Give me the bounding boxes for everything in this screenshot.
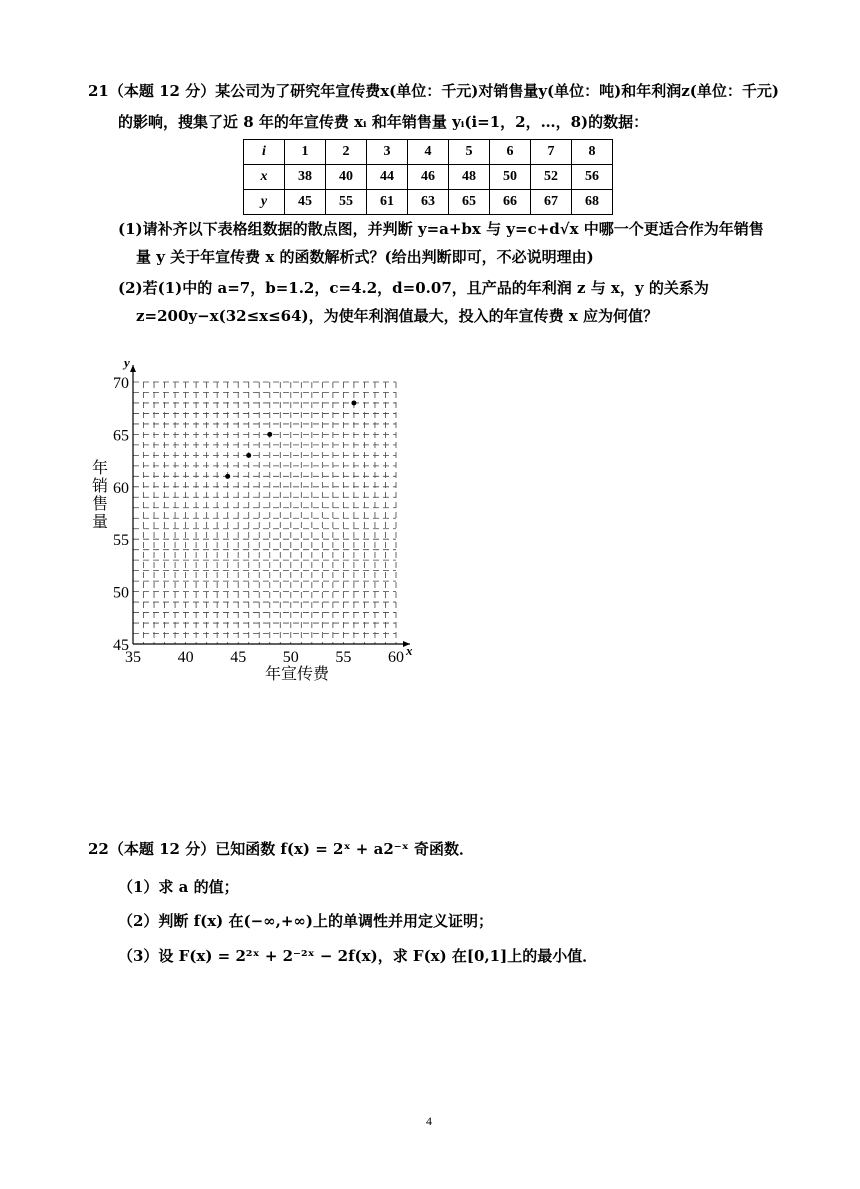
x-tick-label: 35 — [125, 649, 141, 666]
q21-part2-line1: (2)若(1)中的 a=7，b=1.2，c=4.2，d=0.07，且产品的年利润 z 与 x，y 的关系为 — [118, 279, 709, 297]
y-axis-arrow — [130, 365, 136, 372]
table-cell: 56 — [572, 165, 613, 190]
table-cell: 66 — [490, 190, 531, 215]
table-cell: 65 — [449, 190, 490, 215]
y-tick-label: 60 — [113, 479, 129, 497]
data-table — [243, 139, 613, 215]
table-cell: 2 — [326, 140, 367, 165]
table-row-header: x — [244, 165, 285, 190]
chart-grid — [133, 382, 396, 644]
y-tick-label: 50 — [113, 584, 129, 602]
table-cell: 3 — [367, 140, 408, 165]
y-tick-label: 70 — [113, 375, 129, 392]
table-cell: 67 — [531, 190, 572, 215]
scatter-chart — [88, 355, 428, 695]
table-cell: 55 — [326, 190, 367, 215]
y-tick-label: 65 — [113, 427, 129, 445]
x-tick-label: 55 — [335, 649, 352, 666]
q21-part2-line2: z=200y−x(32≤x≤64)，为使年利润值最大，投入的年宣传费 x 应为何值？ — [136, 307, 659, 325]
chart-ticks — [113, 375, 404, 666]
table-row-header: y — [244, 190, 285, 215]
table-cell: 48 — [449, 165, 490, 190]
table-cell: 40 — [326, 165, 367, 190]
table-row — [244, 140, 613, 165]
table-cell: 44 — [367, 165, 408, 190]
q21-part1-line1: (1)请补齐以下表格组数据的散点图，并判断 y=a+bx 与 y=c+d√x 中哪一个更适合作为年销售 — [118, 220, 764, 238]
table-cell: 4 — [408, 140, 449, 165]
data-point — [267, 432, 272, 437]
table-row-header: i — [244, 140, 285, 165]
q21-intro-line: 的影响，搜集了近 8 年的年宣传费 xᵢ 和年销售量 yᵢ(i=1，2，…，8)的数据： — [118, 113, 649, 131]
table-cell: 6 — [490, 140, 531, 165]
data-point — [246, 453, 251, 458]
table-cell: 8 — [572, 140, 613, 165]
y-axis-label — [92, 458, 108, 531]
table-cell: 52 — [531, 165, 572, 190]
q22-header-line: 22（本题 12 分）已知函数 f(x) = 2ˣ + a2⁻ˣ 奇函数． — [88, 840, 475, 858]
table-cell: 5 — [449, 140, 490, 165]
table-cell: 38 — [285, 165, 326, 190]
q21-header-line: 21（本题 12 分）某公司为了研究年宣传费x(单位：千元)对销售量y(单位：吨)和年利润z(单位：千元) — [88, 82, 779, 100]
y-tick-label: 45 — [113, 637, 129, 654]
data-point — [225, 474, 230, 479]
table-cell: 7 — [531, 140, 572, 165]
y-tick-label: 55 — [113, 532, 129, 550]
table-cell: 46 — [408, 165, 449, 190]
x-tick-label: 60 — [388, 649, 404, 666]
table-cell: 50 — [490, 165, 531, 190]
x-axis-letter: x — [406, 643, 413, 658]
q22-part2: （2）判断 f(x) 在(−∞,+∞)上的单调性并用定义证明； — [118, 912, 494, 930]
x-tick-label: 50 — [282, 649, 299, 666]
table-cell: 1 — [285, 140, 326, 165]
data-point — [351, 400, 356, 405]
x-tick-label: 45 — [230, 649, 247, 666]
table-cell: 68 — [572, 190, 613, 215]
y-axis-letter: y — [124, 355, 130, 370]
table-cell: 45 — [285, 190, 326, 215]
page-number: 4 — [426, 1114, 432, 1128]
q21-part1-line2: 量 y 关于年宣传费 x 的函数解析式？(给出判断即可，不必说明理由) — [136, 248, 594, 266]
table-cell: 61 — [367, 190, 408, 215]
x-axis-label: 年宣传费 — [265, 666, 330, 683]
table-cell: 63 — [408, 190, 449, 215]
y-axis-label-text: 年销售量 — [91, 460, 109, 531]
q22-part3: （3）设 F(x) = 2²ˣ + 2⁻²ˣ − 2f(x)，求 F(x) 在[0,1]上的最小值． — [118, 947, 598, 965]
table-row — [244, 165, 613, 190]
x-tick-label: 40 — [177, 649, 194, 666]
q22-part1: （1）求 a 的值； — [118, 878, 239, 896]
table-row — [244, 190, 613, 215]
